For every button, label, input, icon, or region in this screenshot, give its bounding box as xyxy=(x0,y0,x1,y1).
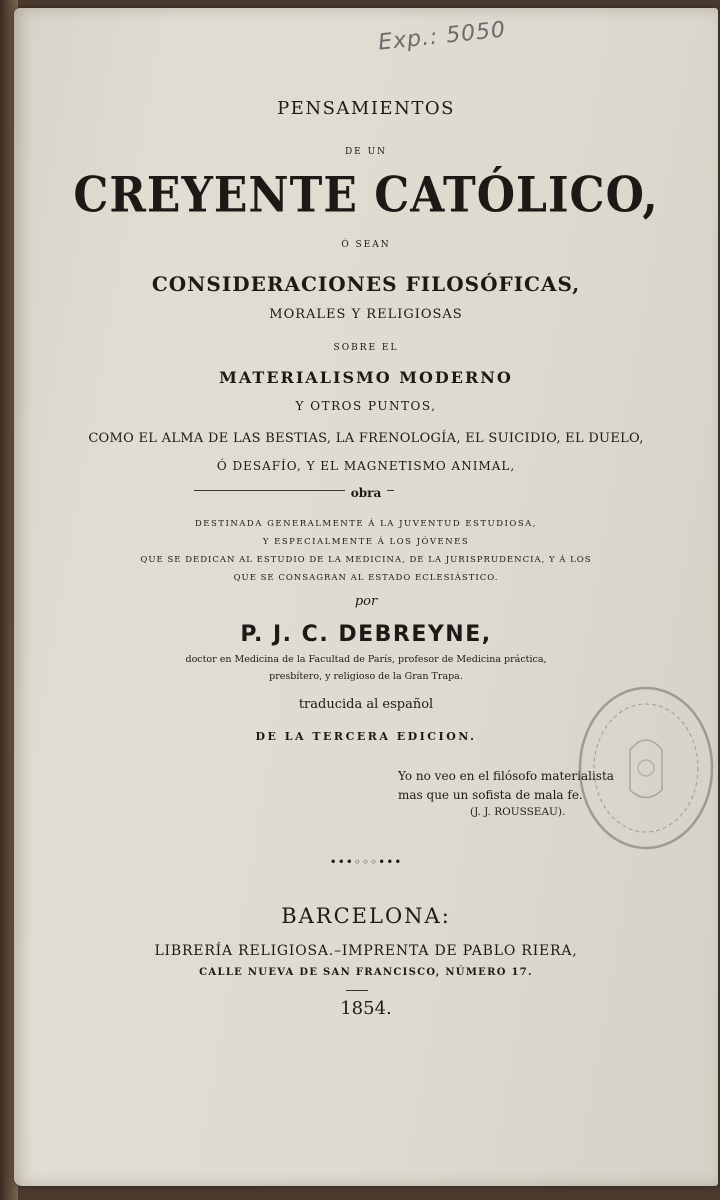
title-pensamientos: PENSAMIENTOS xyxy=(277,98,455,119)
title-sobre-el: SOBRE EL xyxy=(333,343,399,353)
dedication-line-2: Y ESPECIALMENTE Á LOS JÓVENES xyxy=(262,537,470,547)
imprint-publisher: LIBRERÍA RELIGIOSA.–IMPRENTA DE PABLO RIERA, xyxy=(154,943,578,959)
imprint-year: 1854. xyxy=(340,998,392,1019)
epigraph-line-1: Yo no veo en el filósofo materialista xyxy=(398,769,614,783)
epigraph-attribution: (J. J. ROUSSEAU). xyxy=(470,806,566,818)
edition-note: DE LA TERCERA EDICION. xyxy=(255,730,477,743)
author-name: P. J. C. DEBREYNE, xyxy=(240,622,492,647)
imprint-address: CALLE NUEVA DE SAN FRANCISCO, NÚMERO 17. xyxy=(199,967,533,978)
title-o-sean: Ó SEAN xyxy=(341,240,391,250)
obra-label xyxy=(14,487,718,499)
translation-note: traducida al español xyxy=(298,697,434,712)
ornament-divider: •••◦◦◦••• xyxy=(329,855,403,869)
topic-title: MATERIALISMO MODERNO xyxy=(219,368,513,387)
epigraph-line-2: mas que un sofista de mala fe. xyxy=(398,788,583,802)
subtitle-morales: MORALES Y RELIGIOSAS xyxy=(269,307,463,322)
dedication-line-4: QUE SE CONSAGRAN AL ESTADO ECLESIÁSTICO. xyxy=(233,573,499,583)
por-label: por xyxy=(354,594,378,609)
imprint-city: BARCELONA: xyxy=(281,904,451,928)
title-topics-list-cont: Ó DESAFÍO, Y EL MAGNETISMO ANIMAL, xyxy=(216,459,516,473)
author-credentials-2: presbítero, y religioso de la Gran Trapa. xyxy=(269,671,463,682)
library-stamp-icon xyxy=(570,680,720,856)
year-rule xyxy=(346,990,368,991)
title-de-un: DE UN xyxy=(344,147,388,157)
dedication-line-3: QUE SE DEDICAN AL ESTUDIO DE LA MEDICINA, DE LA JURISPRUDENCIA, Y Á LOS xyxy=(140,555,592,565)
author-credentials-1: doctor en Medicina de la Facultad de París, profesor de Medicina práctica, xyxy=(185,654,547,665)
subtitle: CONSIDERACIONES FILOSÓFICAS, xyxy=(151,272,581,296)
handwritten-shelfmark: Exp.: 5050 xyxy=(377,17,508,56)
main-title: CREYENTE CATÓLICO, xyxy=(73,167,659,224)
dedication-line-1: DESTINADA GENERALMENTE Á LA JUVENTUD ESTUDIOSA, xyxy=(194,519,538,529)
title-otros-puntos: Y OTROS PUNTOS, xyxy=(295,399,437,413)
obra-text: obra xyxy=(345,487,388,499)
title-page xyxy=(14,8,718,1186)
title-topics-list: COMO EL ALMA DE LAS BESTIAS, LA FRENOLOGÍA, EL SUICIDIO, EL DUELO, xyxy=(88,431,644,446)
